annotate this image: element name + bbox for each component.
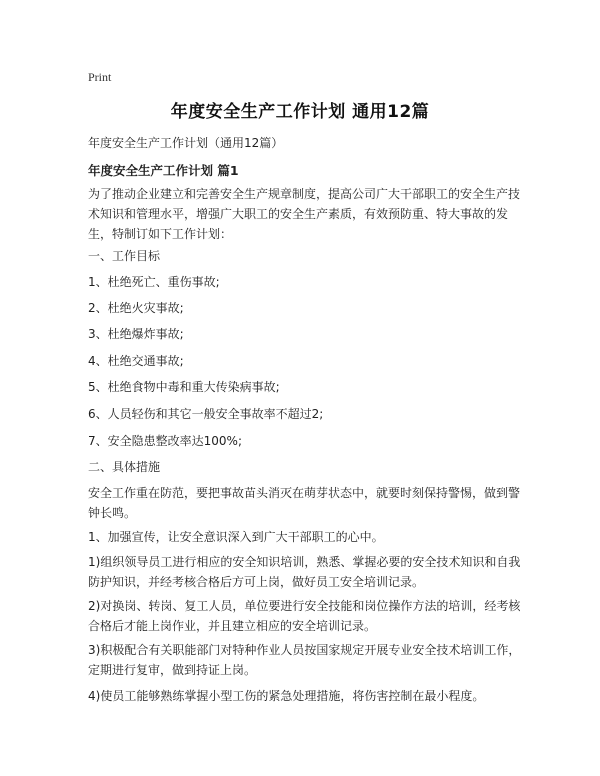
goal-item: 5、杜绝食物中毒和重大传染病事故; <box>88 380 280 394</box>
goal-item: 7、安全隐患整改率达100%; <box>88 434 242 448</box>
intro-paragraph: 为了推动企业建立和完善安全生产规章制度，提高公司广大干部职工的安全生产技术知识和管理水平，增强广大职工的安全生产素质，有效预防重、特大事故的发生，特制订如下工作计划： <box>88 187 521 241</box>
goal-item: 3、杜绝爆炸事故; <box>88 327 184 341</box>
goals-heading: 一、工作目标 <box>88 249 161 263</box>
section-heading: 年度安全生产工作计划 篇1 <box>88 163 239 178</box>
goal-item: 4、杜绝交通事故; <box>88 354 184 368</box>
print-link[interactable]: Print <box>88 70 112 84</box>
goal-item: 1、杜绝死亡、重伤事故; <box>88 275 220 289</box>
measure-item: 1)组织领导员工进行相应的安全知识培训，熟悉、掌握必要的安全技术知识和自我防护知识，并经考核合格后方可上岗，做好员工安全培训记录。 <box>88 555 521 589</box>
measure-1-heading: 1、加强宣传，让安全意识深入到广大干部职工的心中。 <box>88 530 384 544</box>
goal-item: 2、杜绝火灾事故; <box>88 301 184 315</box>
measures-intro: 安全工作重在防范，要把事故苗头消灭在萌芽状态中，就要时刻保持警惕，做到警钟长鸣。 <box>88 486 521 520</box>
document-subtitle: 年度安全生产工作计划（通用12篇） <box>88 136 284 150</box>
goal-item: 6、人员轻伤和其它一般安全事故率不超过2; <box>88 407 324 421</box>
document-title: 年度安全生产工作计划 通用12篇 <box>170 102 430 122</box>
measure-item: 4)使员工能够熟练掌握小型工伤的紧急处理措施，将伤害控制在最小程度。 <box>88 689 485 703</box>
measure-item: 2)对换岗、转岗、复工人员，单位要进行安全技能和岗位操作方法的培训，经考核合格后才能上岗作业，并且建立相应的安全培训记录。 <box>88 599 521 633</box>
measures-heading: 二、具体措施 <box>88 460 161 474</box>
measure-item: 3)积极配合有关职能部门对特种作业人员按国家规定开展专业安全技术培训工作，定期进行复审，做到持证上岗。 <box>88 643 521 677</box>
